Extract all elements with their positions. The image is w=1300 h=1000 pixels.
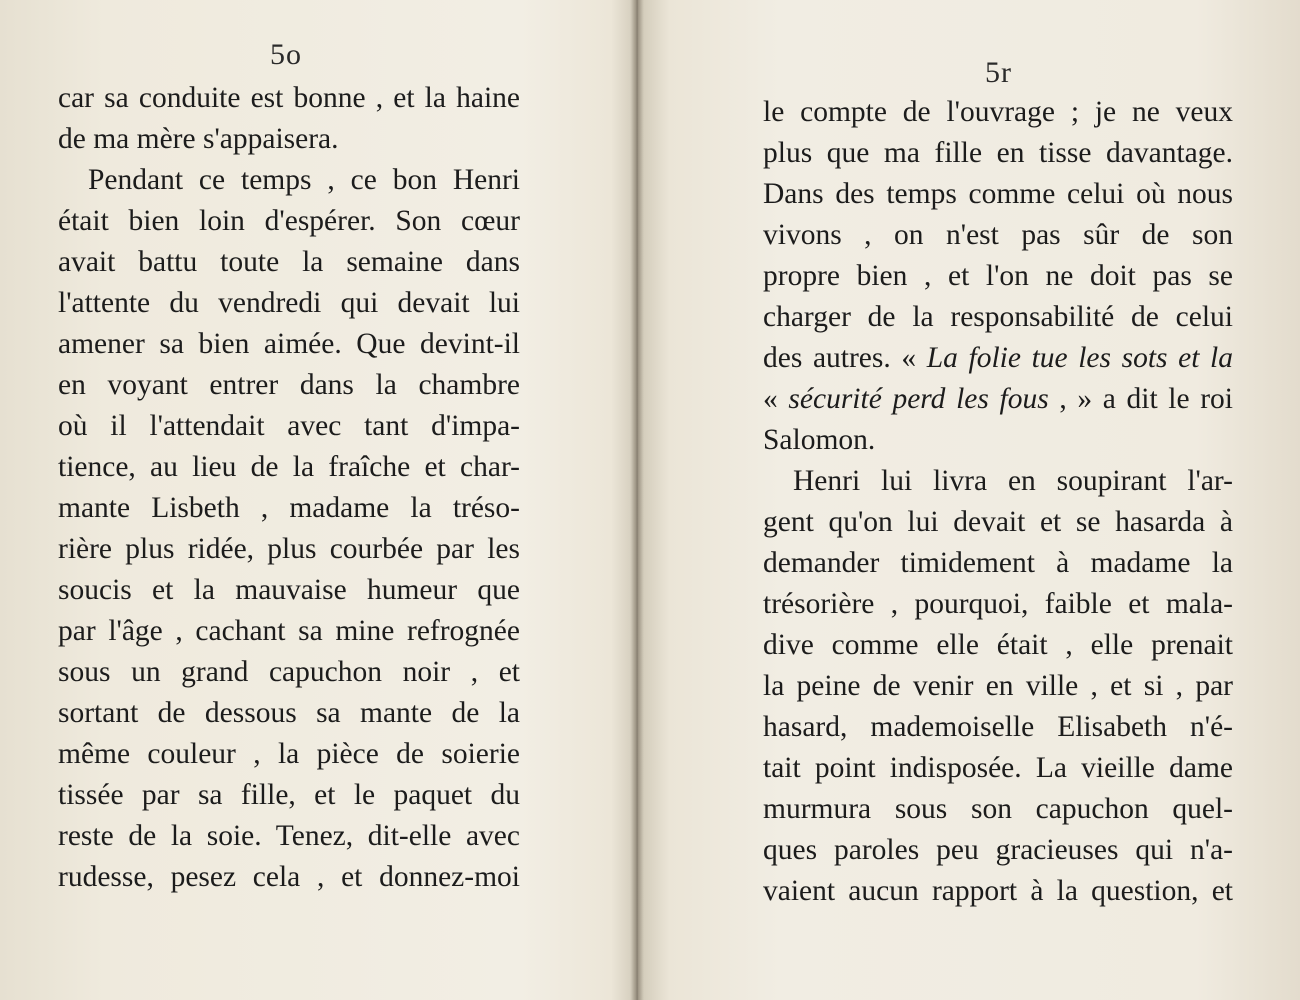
text-line: dive comme elle était , elle prenait (763, 629, 1233, 661)
text-line: par l'âge , cachant sa mine refrognée (58, 615, 520, 647)
text-line: ques paroles peu gracieuses qui n'a- (763, 834, 1233, 866)
text-line: Henri lui livra en soupirant l'ar- (793, 465, 1233, 497)
right-page-number: 5r (985, 56, 1012, 89)
text-line: hasard, mademoiselle Elisabeth n'é- (763, 711, 1233, 743)
text-line: sous un grand capuchon noir , et (58, 656, 520, 688)
text-line: Salomon. (763, 424, 876, 456)
text-line: la peine de venir en ville , et si , par (763, 670, 1233, 702)
text-line: Pendant ce temps , ce bon Henri (88, 164, 520, 196)
text-line: rudesse, pesez cela , et donnez-moi (58, 861, 520, 893)
text-line: car sa conduite est bonne , et la haine (58, 82, 520, 114)
text-line: même couleur , la pièce de soierie (58, 738, 520, 770)
text-segment: « (763, 383, 789, 415)
text-line: où il l'attendait avec tant d'impa- (58, 410, 520, 442)
text-line (763, 338, 1233, 379)
text-line: reste de la soie. Tenez, dit-elle avec (58, 820, 520, 852)
text-line: tience, au lieu de la fraîche et char- (58, 451, 520, 483)
text-line: tait point indisposée. La vieille dame (763, 752, 1233, 784)
italic-quote-segment: La folie tue les sots et la (926, 342, 1233, 374)
text-line: vivons , on n'est pas sûr de son (763, 219, 1233, 251)
text-line: rière plus ridée, plus courbée par les (58, 533, 520, 565)
text-line: mante Lisbeth , madame la tréso- (58, 492, 520, 524)
text-line: amener sa bien aimée. Que devint-il (58, 328, 520, 360)
text-line: l'attente du vendredi qui devait lui (58, 287, 520, 319)
text-line: de ma mère s'appaisera. (58, 123, 339, 155)
text-segment: , » a dit le roi (1048, 383, 1233, 415)
right-page-text (763, 92, 1233, 912)
book-gutter (630, 0, 644, 1000)
text-line: en voyant entrer dans la chambre (58, 369, 520, 401)
text-line: charger de la responsabilité de celui (763, 301, 1233, 333)
text-line: soucis et la mauvaise humeur que (58, 574, 520, 606)
text-line: avait battu toute la semaine dans (58, 246, 520, 278)
text-line: murmura sous son capuchon quel- (763, 793, 1233, 825)
text-line: trésorière , pourquoi, faible et mala- (763, 588, 1233, 620)
text-line: tissée par sa fille, et le paquet du (58, 779, 520, 811)
text-line: Dans des temps comme celui où nous (763, 178, 1233, 210)
text-line: plus que ma fille en tisse davantage. (763, 137, 1233, 169)
text-line: gent qu'on lui devait et se hasarda à (763, 506, 1233, 538)
text-segment: des autres. « (763, 342, 927, 374)
text-line: sortant de dessous sa mante de la (58, 697, 520, 729)
text-line (763, 379, 1233, 420)
left-page-text (58, 78, 520, 898)
left-page (0, 0, 630, 1000)
text-line: demander timidement à madame la (763, 547, 1233, 579)
italic-quote-segment: sécurité perd les fous (788, 383, 1049, 415)
text-line: le compte de l'ouvrage ; je ne veux (763, 96, 1233, 128)
left-page-number: 5o (270, 38, 302, 71)
text-line: était bien loin d'espérer. Son cœur (58, 205, 520, 237)
text-line: propre bien , et l'on ne doit pas se (763, 260, 1233, 292)
right-page (645, 0, 1300, 1000)
text-line: vaient aucun rapport à la question, et (763, 875, 1233, 907)
